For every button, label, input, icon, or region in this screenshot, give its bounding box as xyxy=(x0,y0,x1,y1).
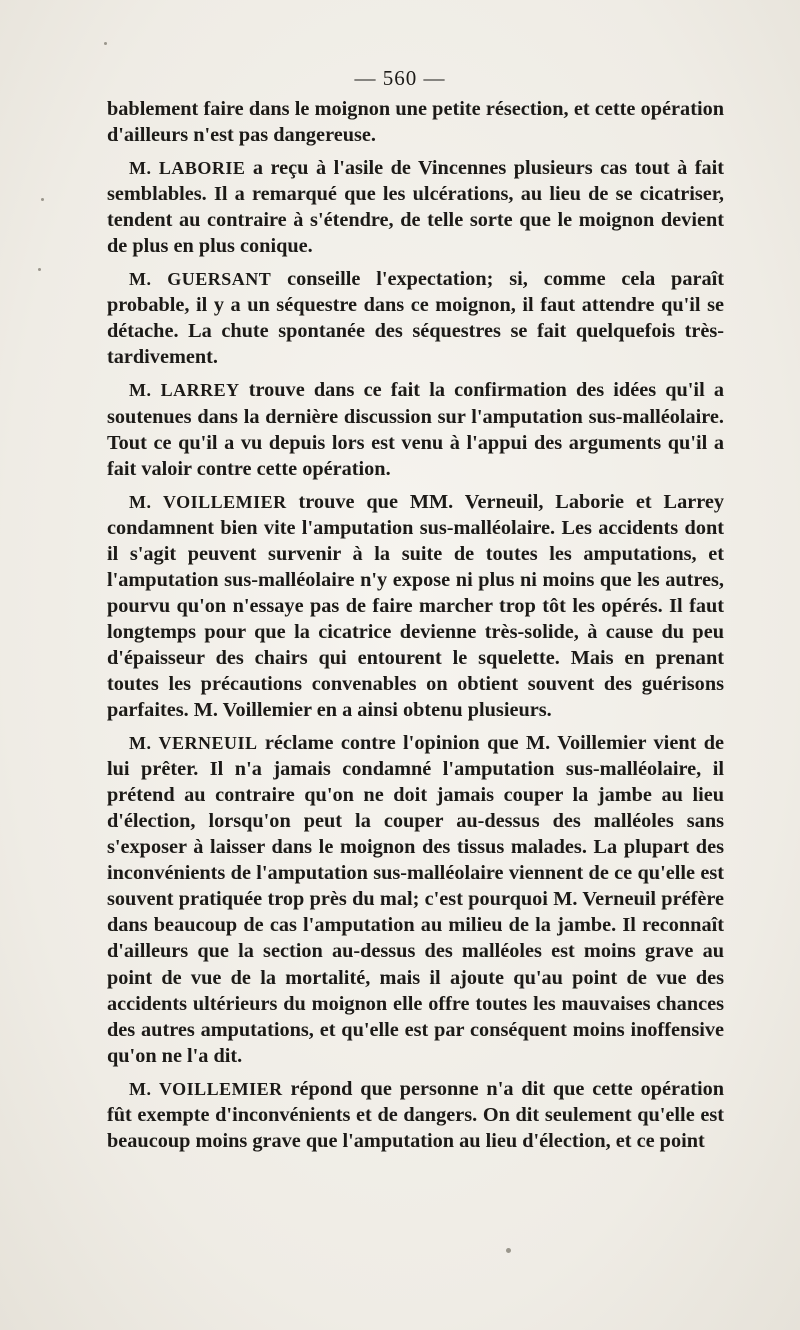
speaker-name: M. VERNEUIL xyxy=(129,733,258,754)
ink-speck xyxy=(104,42,107,45)
paragraph-text: bablement faire dans le moignon une petite résection, et cette opération d'ailleurs n'est pas dangereuse. xyxy=(107,98,724,147)
body-text xyxy=(107,96,724,1154)
ink-speck xyxy=(506,1248,511,1253)
paragraph-text: répond que personne n'a dit que cette opération fût exempte d'inconvénients et de dangers. On dit seulement qu'elle est beaucoup moins grave que l'amputation au lieu d'élection, et ce point xyxy=(107,1077,724,1152)
paragraph-voillemier-1 xyxy=(107,489,724,723)
paragraph-text: trouve que MM. Verneuil, Laborie et Larrey condamnent bien vite l'amputation sus-malléolaire. Les accidents dont il s'agit peuvent survenir à la suite de toutes les amputations, et l'amputation sus-malléolaire n'y expose ni plus ni moins que les autres, pourvu qu'on n'essaye pas de faire marcher trop tôt les opérés. Il faut longtemps pour que la cicatrice devienne très-solide, à cause du peu d'épaisseur des chairs qui entourent le squelette. Mais en prenant toutes les précautions convenables on obtient souvent des guérisons parfaites. M. Voillemier en a ainsi obtenu plusieurs. xyxy=(107,490,724,722)
speaker-name: M. LARREY xyxy=(129,380,240,401)
speaker-name: M. VOILLEMIER xyxy=(129,1078,283,1099)
page-number: — 560 — xyxy=(354,66,446,90)
paragraph-text: trouve dans ce fait la confirmation des idées qu'il a soutenues dans la dernière discussion sur l'amputation sus-malléolaire. Tout ce qu'il a vu depuis lors est venu à l'appui des arguments qu'il a fait valoir contre cette opération. xyxy=(107,379,724,480)
speaker-name: M. LABORIE xyxy=(129,158,246,179)
paragraph-continuation xyxy=(107,96,724,148)
speaker-name: M. VOILLEMIER xyxy=(129,491,287,512)
paragraph-laborie xyxy=(107,155,724,259)
paragraph-verneuil xyxy=(107,730,724,1069)
paragraph-voillemier-2 xyxy=(107,1076,724,1154)
speaker-name: M. GUERSANT xyxy=(129,269,272,290)
paragraph-text: conseille l'expectation; si, comme cela paraît probable, il y a un séquestre dans ce moignon, il faut attendre qu'il se détache. La chute spontanée des séquestres se fait quelquefois très-tardivement. xyxy=(107,268,725,369)
paragraph-text: réclame contre l'opinion que M. Voillemier vient de lui prêter. Il n'a jamais condamné l'amputation sus-malléolaire, il prétend au contraire qu'on ne doit jamais couper la jambe au lieu d'élection, lorsqu'on peut la couper au-dessus des malléoles sans s'exposer à laisser dans le moignon des tissus malades. La plupart des inconvénients de l'amputation sus-malléolaire viennent de ce qu'elle est souvent pratiquée trop près du mal; c'est pourquoi M. Verneuil préfère dans beaucoup de cas l'amputation au milieu de la jambe. Il reconnaît d'ailleurs que la section au-dessus des malléoles est moins grave au point de vue de la mortalité, mais il ajoute qu'au point de vue des accidents ultérieurs du moignon elle offre toutes les mauvaises chances des autres amputations, et qu'elle est par conséquent moins inoffensive qu'on ne l'a dit. xyxy=(107,732,724,1067)
ink-speck xyxy=(41,198,44,201)
ink-speck xyxy=(38,268,41,271)
paragraph-text: a reçu à l'asile de Vincennes plusieurs cas tout à fait semblables. Il a remarqué que les ulcérations, au lieu de se cicatriser, tendent au contraire à s'étendre, de telle sorte que le moignon devient de plus en plus conique. xyxy=(107,157,725,258)
paragraph-larrey xyxy=(107,377,724,481)
paragraph-guersant xyxy=(107,266,724,370)
